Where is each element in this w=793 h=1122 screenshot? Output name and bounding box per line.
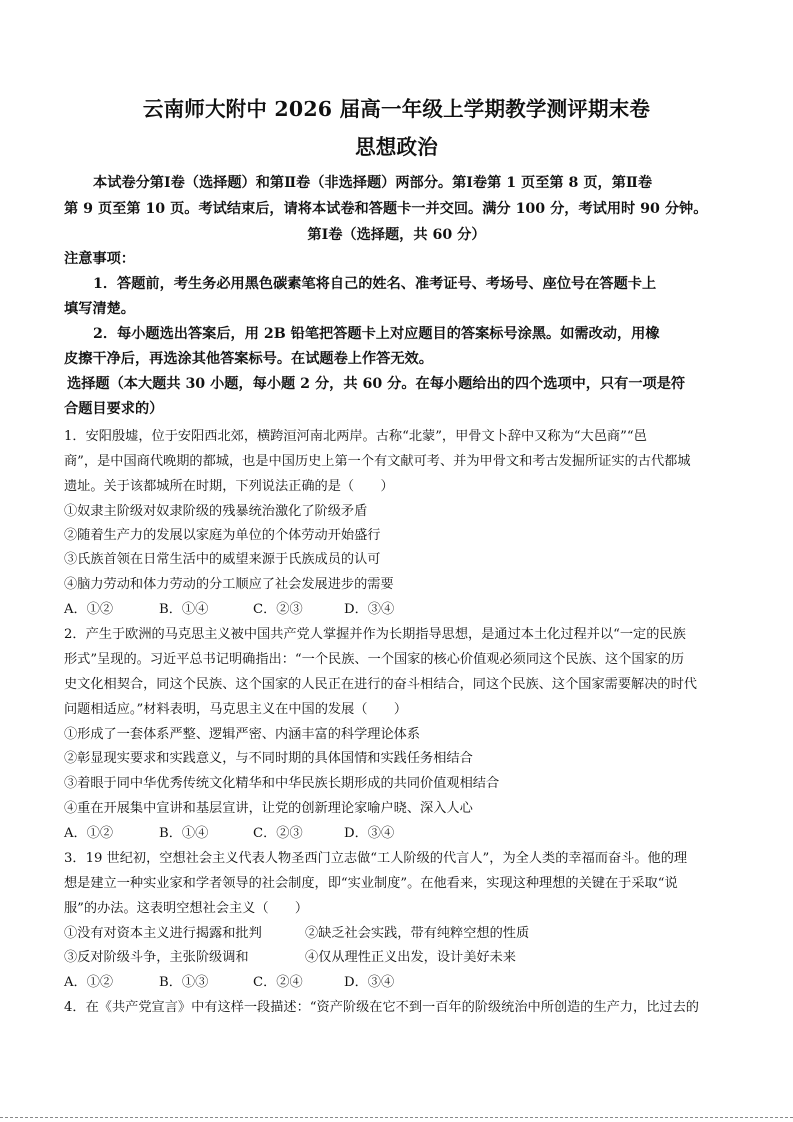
page-bottom-divider: [0, 1117, 793, 1118]
q3-option-c: C．②④: [253, 975, 303, 990]
q3-option-b: B．①③: [159, 975, 209, 990]
notice-heading: 注意事项：: [64, 251, 135, 267]
q3-item-3: ③反对阶级斗争，主张阶级调和: [64, 950, 249, 965]
q2-option-d: D．③④: [344, 826, 395, 841]
section-heading: 第Ⅰ卷（选择题，共 60 分）: [307, 227, 486, 243]
q3-options: [64, 971, 394, 990]
q3-option-a: A．①②: [64, 975, 114, 990]
note-1-line-1: 1．答题前，考生务必用黑色碳素笔将自己的姓名、准考证号、考场号、座位号在答题卡上: [93, 276, 657, 292]
q1-stem-line-3: 遗址。关于该都城所在时期，下列说法正确的是（ ）: [64, 479, 394, 494]
q2-item-3: ③着眼于同中华优秀传统文化精华和中华民族长期形成的共同价值观相结合: [64, 776, 500, 791]
note-2-line-1: 2．每小题选出答案后，用 2B 铅笔把答题卡上对应题目的答案标号涂黑。如需改动，用橡: [93, 326, 660, 342]
q1-option-d: D．③④: [344, 602, 395, 617]
mc-instructions-line-2: 合题目要求的）: [64, 401, 164, 417]
mc-instructions-line-1: 选择题（本大题共 30 小题，每小题 2 分，共 60 分。在每小题给出的四个选项中，只有一项是符: [67, 376, 686, 392]
q3-option-d: D．③④: [344, 975, 395, 990]
q2-stem-line-4: 问题相适应。”材料表明，马克思主义在中国的发展（ ）: [64, 702, 408, 717]
q2-option-c: C．②③: [253, 826, 303, 841]
q3-item-2: ②缺乏社会实践，带有纯粹空想的性质: [305, 926, 530, 941]
q3-stem-line-3: 服”的办法。这表明空想社会主义（ ）: [64, 901, 309, 916]
q1-option-c: C．②③: [253, 602, 303, 617]
q3-items-row-1: [64, 922, 529, 941]
q2-item-1: ①形成了一套体系严整、逻辑严密、内涵丰富的科学理论体系: [64, 727, 421, 742]
exam-title: 云南师大附中 2026 届高一年级上学期教学测评期末卷: [142, 97, 651, 121]
q1-stem-line-2: 商”，是中国商代晚期的都城，也是中国历史上第一个有文献可考、并为甲骨文和考古发掘所证实的古代都城: [64, 454, 691, 469]
q4-stem-line-1: 4．在《共产党宣言》中有这样一段描述：“资产阶级在它不到一百年的阶级统治中所创造的生产力，比过去的: [64, 1000, 699, 1015]
q2-option-a: A．①②: [64, 826, 114, 841]
intro-line-1: 本试卷分第Ⅰ卷（选择题）和第Ⅱ卷（非选择题）两部分。第Ⅰ卷第 1 页至第 8 页，第Ⅱ卷: [93, 175, 653, 191]
q2-item-4: ④重在开展集中宣讲和基层宣讲，让党的创新理论家喻户晓、深入人心: [64, 801, 473, 816]
q1-item-1: ①奴隶主阶级对奴隶阶级的残暴统治激化了阶级矛盾: [64, 504, 368, 519]
q1-options: [64, 598, 394, 617]
q1-option-b: B．①④: [159, 602, 209, 617]
q1-stem-line-1: 1．安阳殷墟，位于安阳西北郊，横跨洹河南北两岸。古称“北蒙”，甲骨文卜辞中又称为“大邑商”“邑: [64, 429, 647, 444]
q1-item-4: ④脑力劳动和体力劳动的分工顺应了社会发展进步的需要: [64, 577, 394, 592]
intro-line-2: 第 9 页至第 10 页。考试结束后，请将本试卷和答题卡一并交回。满分 100 分，考试用时 90 分钟。: [64, 201, 708, 217]
q3-item-4: ④仅从理性正义出发，设计美好未来: [305, 950, 516, 965]
q1-option-a: A．①②: [64, 602, 114, 617]
q3-items-row-2: [64, 946, 516, 965]
note-1-line-2: 填写清楚。: [64, 301, 135, 317]
q3-item-1: ①没有对资本主义进行揭露和批判: [64, 926, 262, 941]
q2-stem-line-3: 史文化相契合，同这个民族、这个国家的人民正在进行的奋斗相结合，同这个民族、这个国家需要解决的时代: [64, 677, 697, 692]
q2-options: [64, 822, 394, 841]
q1-item-2: ②随着生产力的发展以家庭为单位的个体劳动开始盛行: [64, 528, 381, 543]
q2-option-b: B．①④: [159, 826, 209, 841]
q3-stem-line-1: 3．19 世纪初，空想社会主义代表人物圣西门立志做“工人阶级的代言人”，为全人类的幸福而奋斗。他的理: [64, 851, 688, 866]
q3-stem-line-2: 想是建立一种实业家和学者领导的社会制度，即“实业制度”。在他看来，实现这种理想的关键在于采取“说: [64, 876, 678, 891]
q2-stem-line-1: 2．产生于欧洲的马克思主义被中国共产党人掌握并作为长期指导思想，是通过本土化过程并以“一定的民族: [64, 627, 686, 642]
q2-item-2: ②彰显现实要求和实践意义，与不同时期的具体国情和实践任务相结合: [64, 751, 473, 766]
q2-stem-line-2: 形式”呈现的。习近平总书记明确指出：“一个民族、一个国家的核心价值观必须同这个民族、这个国家的历: [64, 652, 685, 667]
q1-item-3: ③氏族首领在日常生活中的威望来源于氏族成员的认可: [64, 552, 381, 567]
note-2-line-2: 皮擦干净后，再选涂其他答案标号。在试题卷上作答无效。: [64, 351, 433, 367]
subject-title: 思想政治: [355, 135, 438, 159]
